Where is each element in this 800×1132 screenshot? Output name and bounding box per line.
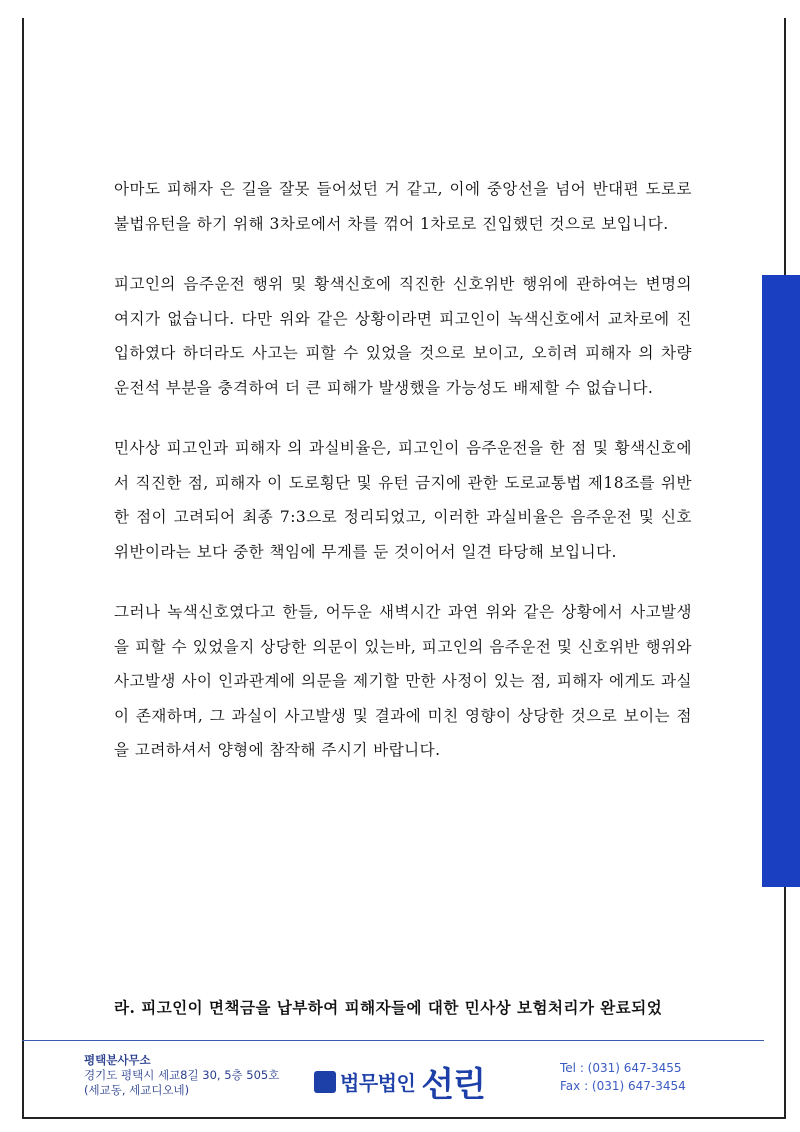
office-info (84, 1053, 279, 1098)
paragraph-1: 아마도 피해자 은 길을 잘못 들어섰던 거 같고, 이에 중앙선을 넘어 반대편 도로로 불법유턴을 하기 위해 3차로에서 차를 꺾어 1차로로 진입했던 것으로 보입니다. (114, 180, 692, 233)
document-body (114, 172, 692, 794)
section-heading: 라. 피고인이 면책금을 납부하여 피해자들에 대한 민사상 보험처리가 완료되었 (114, 998, 663, 1017)
firm-label: 법무법인 (340, 1071, 416, 1095)
side-accent-bar (762, 275, 800, 887)
paragraph-4: 그러나 녹색신호였다고 한들, 어두운 새벽시간 과연 위와 같은 상황에서 사고발생을 피할 수 있었을지 상당한 의문이 있는바, 피고인의 음주운전 및 신호위반 행위와 사고발생 사이 인과관계에 의문을 제기할 만한 사정이 있는 점, 피해자 에게도 과실이 존재하며, 그 과실이 사고발생 및 결과에 미친 영향이 상당한 것으로 보이는 점을 고려하셔서 양형에 참작해 주시기 바랍니다. (114, 603, 692, 759)
firm-logo-icon (314, 1071, 336, 1093)
office-title: 평택분사무소 (84, 1053, 151, 1067)
contact-info (560, 1059, 686, 1095)
letterhead-footer (22, 1043, 764, 1117)
office-address-line1: 경기도 평택시 세교8길 30, 5층 505호 (84, 1068, 280, 1082)
fax: Fax : (031) 647-3454 (560, 1079, 686, 1093)
footer-divider (22, 1040, 764, 1041)
paragraph-3: 민사상 피고인과 피해자 의 과실비율은, 피고인이 음주운전을 한 점 및 황색신호에서 직진한 점, 피해자 이 도로횡단 및 유턴 금지에 관한 도로교통법 제18조를 위반한 점이 고려되어 최종 7:3으로 정리되었고, 이러한 과실비율은 음주운전 및 신호위반이라는 보다 중한 책임에 무게를 둔 것이어서 일견 타당해 보입니다. (114, 439, 692, 561)
firm-name: 선린 (421, 1065, 485, 1105)
telephone: Tel : (031) 647-3455 (560, 1061, 682, 1075)
firm-logo (314, 1057, 485, 1106)
paragraph-2: 피고인의 음주운전 행위 및 황색신호에 직진한 신호위반 행위에 관하여는 변명의 여지가 없습니다. 다만 위와 같은 상황이라면 피고인이 녹색신호에서 교차로에 진입하였다 하더라도 사고는 피할 수 있었을 것으로 보이고, 오히려 피해자 의 차량 운전석 부분을 충격하여 더 큰 피해가 발생했을 가능성도 배제할 수 없습니다. (114, 275, 692, 397)
office-address-line2: (세교동, 세교디오네) (84, 1083, 190, 1097)
